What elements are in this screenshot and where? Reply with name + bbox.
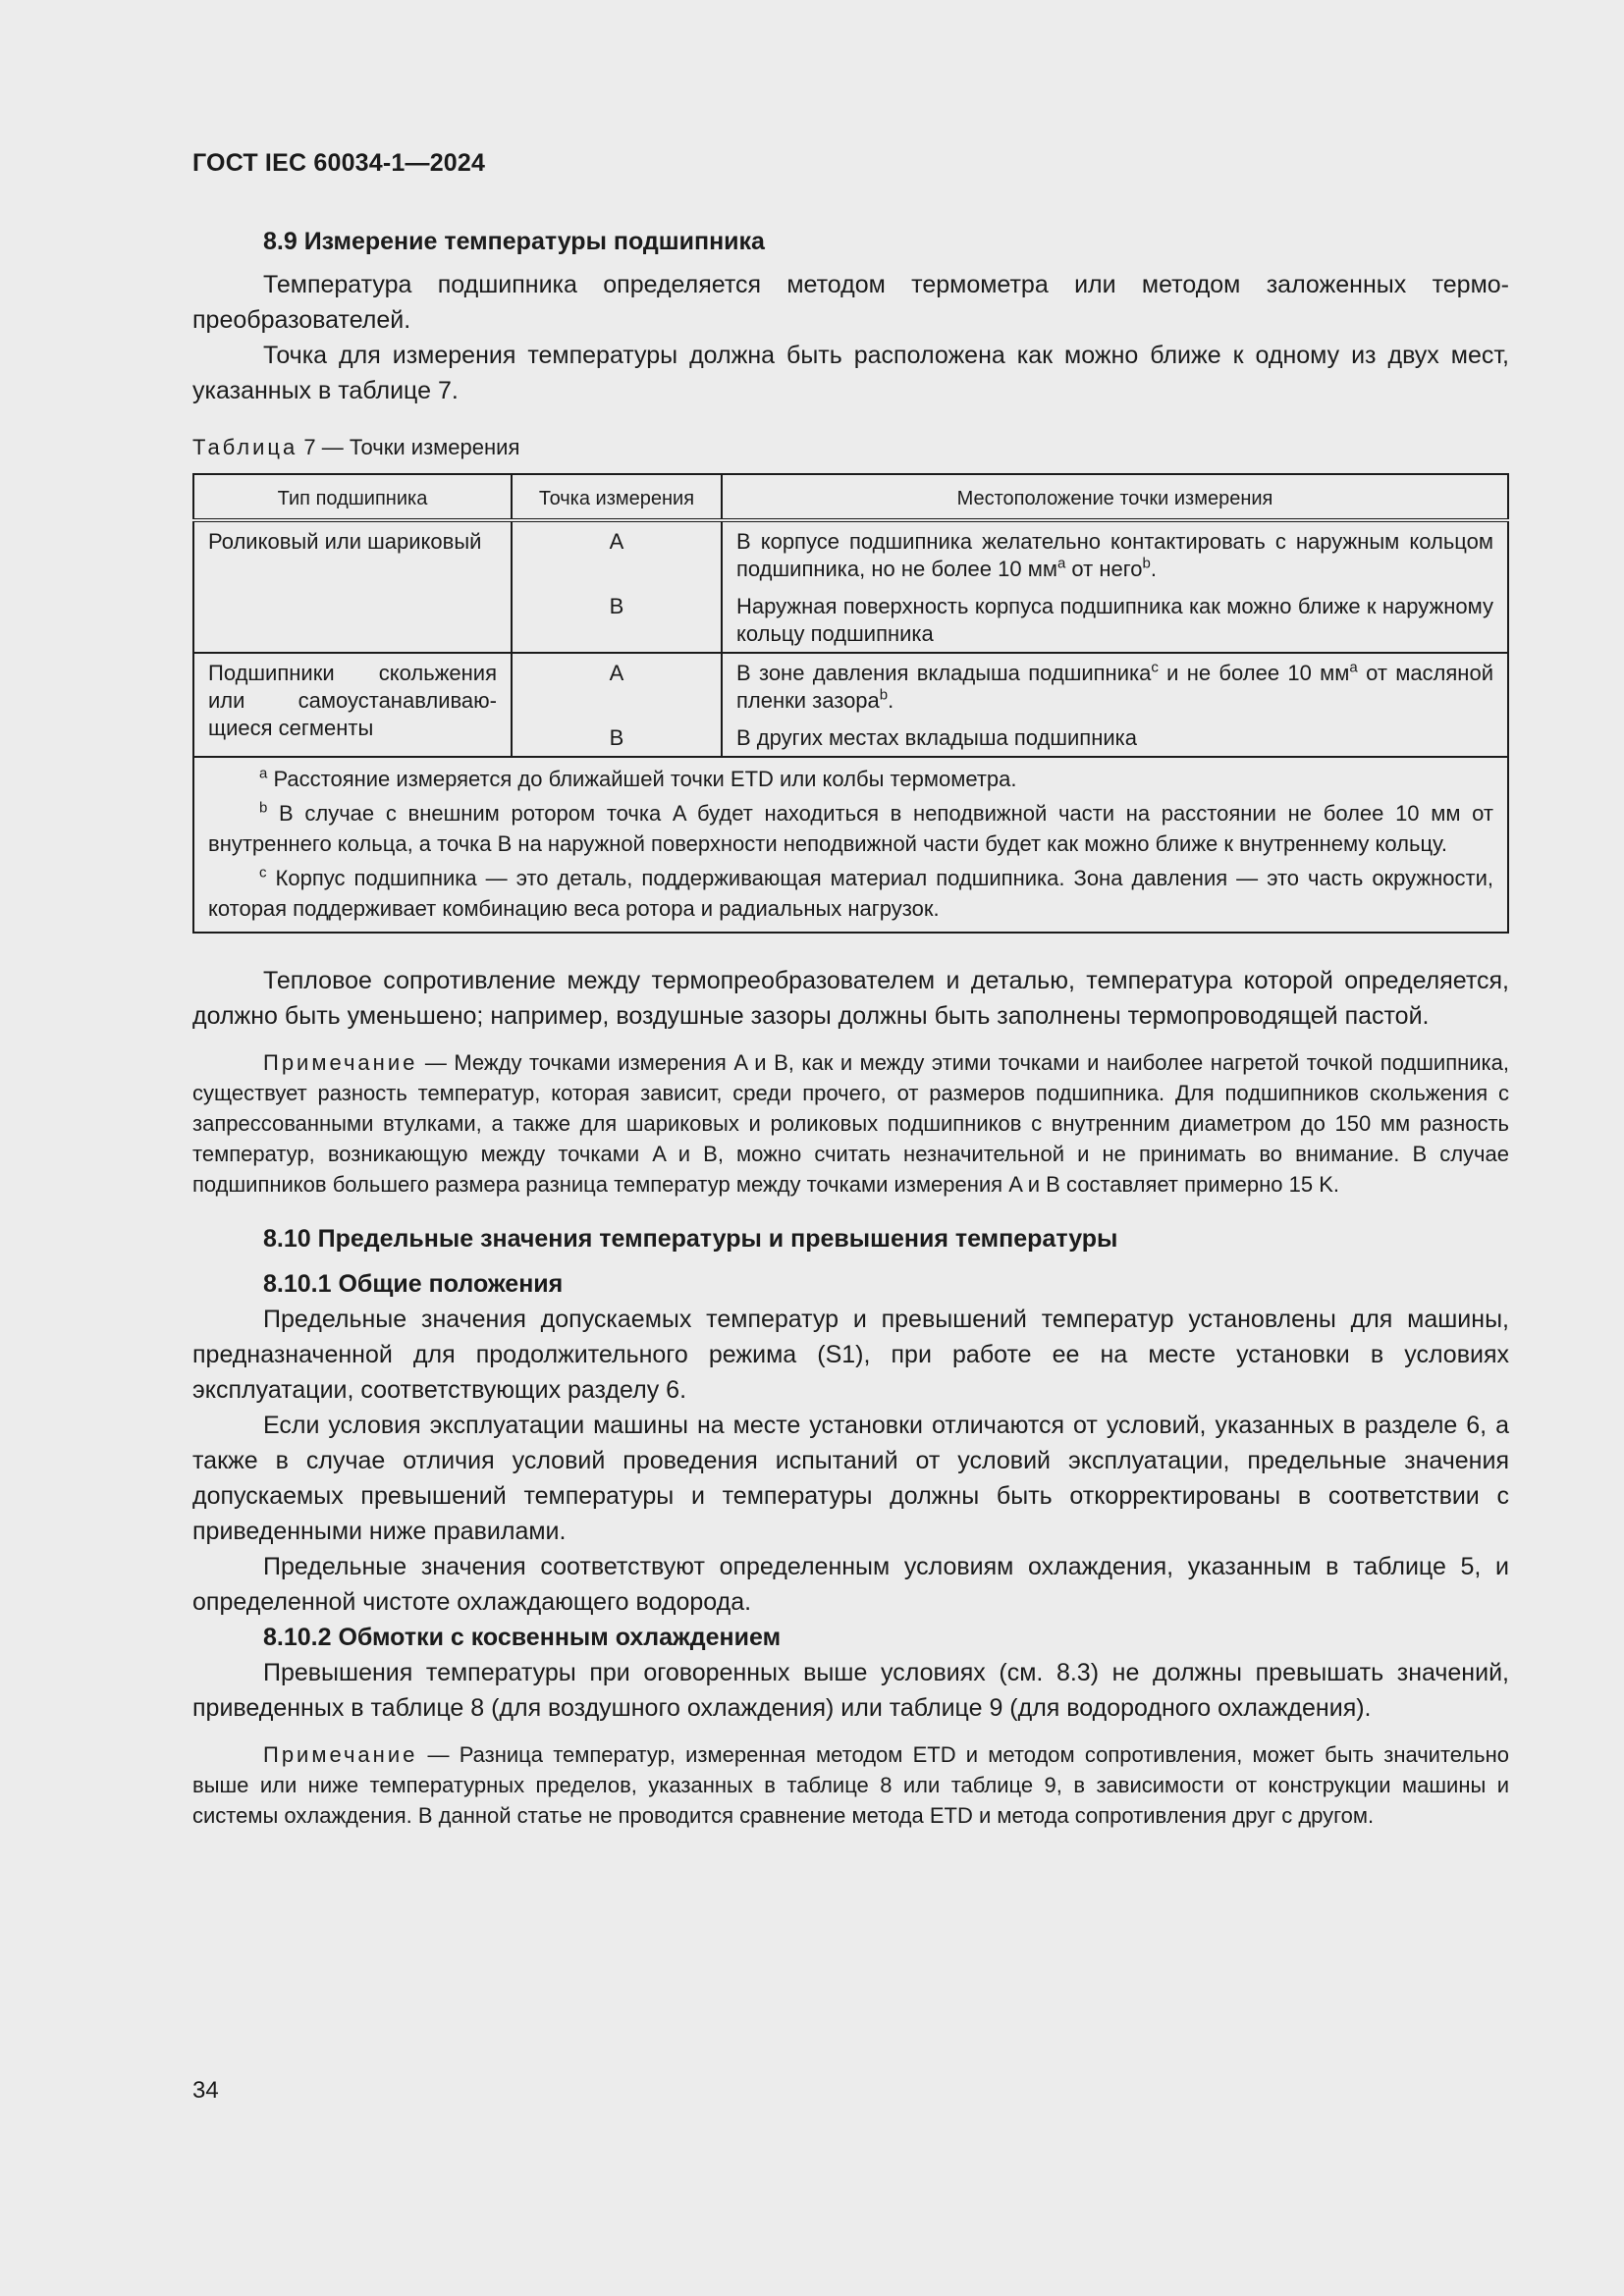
point-location-cell: Наружная поверхность корпуса подшипника как можно ближе к наружному кольцу подшипника <box>722 587 1508 653</box>
note-text: — Разница температур, измеренная методом ETD и методом сопротивления, может быть значительно выше или ниже температурных пределов, указанных в таблице 8 или таблице 9, в зависимости от конструкции машины и системы охлаждения. В данной статье не проводится сравнение метода ETD и метода сопротивления друг с другом. <box>192 1742 1509 1828</box>
table-caption-title: 7 — Точки измерения <box>298 435 520 459</box>
measuring-point-cell: A <box>512 520 722 587</box>
table-row <box>193 520 1508 587</box>
location-text: и не более 10 мм <box>1158 661 1350 685</box>
footnote-mark: c <box>259 864 267 881</box>
table-footnote-a <box>208 764 1493 794</box>
location-text: В зоне давления вкладыша подшипника <box>736 661 1152 685</box>
bearing-type-cell: Подшипники скольжения или самоустанавливающиеся сегменты <box>193 653 512 757</box>
table-7 <box>192 473 1509 934</box>
measuring-point-cell: B <box>512 587 722 653</box>
section-8-9-paragraph-2: Точка для измерения температуры должна быть расположена как можно ближе к одному из двух мест, указанных в таблице 7. <box>192 342 1509 404</box>
location-text: . <box>888 688 894 713</box>
table-7-caption <box>192 430 1509 465</box>
location-text: от него <box>1065 557 1143 581</box>
table-row <box>193 653 1508 719</box>
point-location-cell <box>722 520 1508 587</box>
note-label: Примечание <box>263 1742 418 1767</box>
measuring-point-cell: A <box>512 653 722 719</box>
footnote-text: В случае с внешним ротором точка A будет находиться в неподвижной части на расстоянии не более 10 мм от внутреннего кольца, а точка B на наружной поверхности неподвижной части будет как можно ближе к внутреннему кольцу. <box>208 801 1493 856</box>
section-8-9-title: 8.9 Измерение температуры подшипника <box>263 228 765 255</box>
footnote-ref: b <box>879 686 889 704</box>
location-text: . <box>1150 557 1157 581</box>
section-8-10-1-paragraph-1: Предельные значения допускаемых температур и превышений температур установлены для машины, предназначенной для продолжительного режима (S1), при работе ее на месте установки в условиях эксплуатации, соответствующих разделу 6. <box>192 1306 1509 1404</box>
footnote-text: Корпус подшипника — это деталь, поддерживающая материал подшипника. Зона давления — это часть окружности, которая поддерживает комбинацию веса ротора и радиальных нагрузок. <box>208 866 1493 921</box>
table-footnote-c <box>208 863 1493 924</box>
footnote-text: Расстояние измеряется до ближайшей точки ETD или колбы термометра. <box>267 767 1017 791</box>
note-temperature-difference <box>192 1739 1509 1831</box>
location-text: В корпусе подшипника желательно контактировать с наружным кольцом подшипника, но не более 10 мм <box>736 529 1493 581</box>
footnote-mark: b <box>259 799 268 817</box>
table-footnote-b <box>208 798 1493 859</box>
header-point-location: Местоположение точки измерения <box>722 474 1508 520</box>
footnote-mark: a <box>259 765 268 782</box>
note-text: — Между точками измерения A и B, как и между этими точками и наиболее нагретой точкой подшипника, существует разность температур, которая зависит, среди прочего, от размеров подшипника. Для подшипников скольжения с запрессованными втулками, а также для шариковых и роликовых подшипников с внутренним диаметром до 150 мм разность температур, возникающую между точками A и B, можно считать незначительной и не принимать во внимание. В случае подшипников большего размера разница температур между точками измерения A и B составляет примерно 15 K. <box>192 1050 1509 1197</box>
footnote-ref: c <box>1151 659 1159 676</box>
page-number: 34 <box>192 2077 219 2104</box>
footnote-ref: a <box>1056 555 1066 572</box>
point-location-cell: В других местах вкладыша подшипника <box>722 719 1508 757</box>
table-footnotes-row <box>193 757 1508 933</box>
section-8-10-title: 8.10 Предельные значения температуры и превышения температуры <box>263 1225 1118 1253</box>
section-8-9-paragraph-1: Температура подшипника определяется методом термометра или методом заложенных термопреобразователей. <box>192 271 1509 334</box>
point-location-cell <box>722 653 1508 719</box>
bearing-type-cell: Роликовый или шариковый <box>193 520 512 653</box>
section-8-10-1-paragraph-2: Если условия эксплуатации машины на месте установки отличаются от условий, указанных в разделе 6, а также в случае отличия условий проведения испытаний от условий эксплуатации, предельные значения допускаемых превышений температуры и температуры должны быть откорректированы в соответствии с приведенными ниже правилами. <box>192 1412 1509 1545</box>
section-8-10-2-paragraph-1: Превышения температуры при оговоренных выше условиях (см. 8.3) не должны превышать значений, приведенных в таблице 8 (для воздушного охлаждения) или таблице 9 (для водородного охлаждения). <box>192 1659 1509 1722</box>
thermal-resistance-paragraph: Тепловое сопротивление между термопреобразователем и деталью, температура которой определяется, должно быть уменьшено; например, воздушные зазоры должны быть заполнены термопроводящей пастой. <box>192 967 1509 1030</box>
section-8-10-1-title: 8.10.1 Общие положения <box>263 1270 564 1298</box>
page-content <box>192 224 1509 1831</box>
section-8-10-1-paragraph-3: Предельные значения соответствуют определенным условиям охлаждения, указанным в таблице 5, и определенной чистоте охлаждающего водорода. <box>192 1553 1509 1616</box>
header-bearing-type: Тип подшипника <box>193 474 512 520</box>
note-label: Примечание <box>263 1050 418 1075</box>
table-caption-label: Таблица <box>192 435 298 459</box>
section-8-10-2-title: 8.10.2 Обмотки с косвенным охлаждением <box>263 1624 782 1651</box>
footnote-ref: a <box>1349 659 1358 676</box>
document-code-header: ГОСТ IEC 60034-1—2024 <box>192 149 486 177</box>
table-header-row <box>193 474 1508 520</box>
location-text: от масляной пленки зазора <box>736 661 1493 713</box>
measuring-point-cell: B <box>512 719 722 757</box>
note-measuring-points <box>192 1047 1509 1200</box>
header-measuring-point: Точка измерения <box>512 474 722 520</box>
footnote-ref: b <box>1142 555 1151 572</box>
table-footnotes-cell <box>193 757 1508 933</box>
